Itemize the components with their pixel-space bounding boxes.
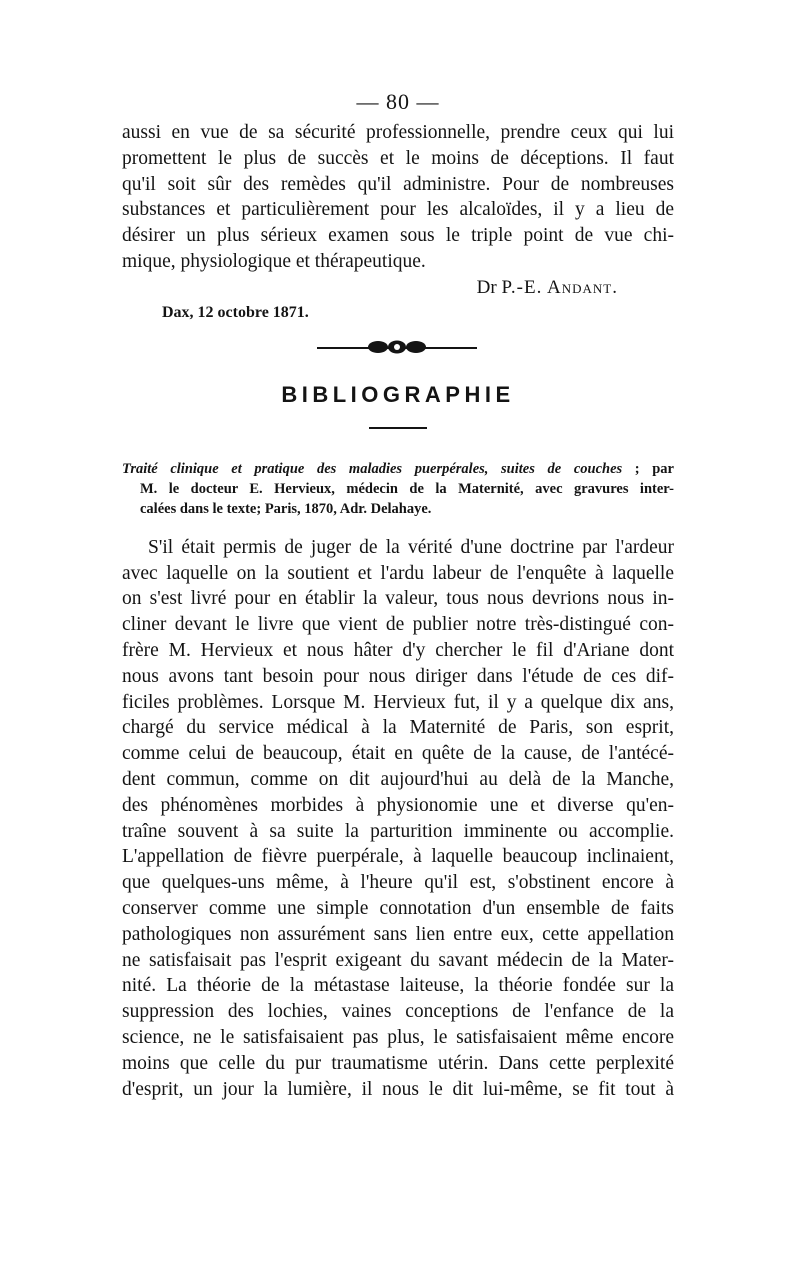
text-line: nous avons tant besoin pour nous diriger dans l'étude de ces dif- — [122, 665, 674, 687]
book-page — [122, 84, 674, 1102]
text-line: suppression des lochies, vaines conceptions de l'enfance de la — [122, 1001, 674, 1023]
text-line: chargé du service médical à la Maternité de Paris, son esprit, — [122, 717, 674, 739]
reference-line: M. le docteur E. Hervieux, médecin de la Maternité, avec gravures inter- — [140, 480, 674, 497]
reference-line: calées dans le texte; Paris, 1870, Adr. Delahaye. — [140, 500, 432, 517]
text-line: avec laquelle on la soutient et l'ardu labeur de l'enquête à laquelle — [122, 562, 674, 584]
text-line: frère M. Hervieux et nous hâter d'y chercher le fil d'Ariane dont — [122, 639, 674, 661]
text-line: désirer un plus sérieux examen sous le triple point de vue chi- — [122, 225, 674, 247]
text-line: mique, physiologique et thérapeutique. — [122, 250, 426, 272]
page-number: — 80 — — [356, 89, 440, 114]
section-heading: BIBLIOGRAPHIE — [281, 381, 515, 407]
reference-line — [122, 459, 674, 479]
text-line: des phénomènes morbides à physionomie une et diverse qu'en- — [122, 794, 674, 816]
text-line: moins que celle du pur traumatisme utérin. Dans cette perplexité — [122, 1052, 674, 1074]
text-line: ficiles problèmes. Lorsque M. Hervieux fut, il y a quelque dix ans, — [122, 691, 674, 713]
author-signature — [122, 275, 674, 301]
text-line: promettent le plus de succès et le moins de déceptions. Il faut — [122, 147, 674, 169]
date-line: Dax, 12 octobre 1871. — [162, 303, 309, 321]
text-line: L'appellation de fièvre puerpérale, à laquelle beaucoup inclinaient, — [122, 846, 674, 868]
text-line: cliner devant le livre que vient de publier notre très-distingué con- — [122, 614, 674, 636]
text-line: ne satisfaisait pas l'esprit exigeant du savant médecin de la Mater- — [122, 949, 674, 971]
ornamental-divider — [122, 325, 674, 373]
text-line: S'il était permis de juger de la vérité d'une doctrine par l'ardeur — [148, 536, 674, 558]
text-line: dent commun, comme on dit aujourd'hui au delà de la Manche, — [122, 768, 674, 790]
text-line: pathologiques non assurément sans lien entre eux, cette appellation — [122, 923, 674, 945]
text-line: comme celui de beaucoup, était en quête de la cause, de l'antécé- — [122, 743, 674, 765]
text-line: traîne souvent à sa suite la parturition imminente ou accomplie. — [122, 820, 674, 842]
heading-rule — [369, 427, 427, 429]
text-line: substances et particulièrement pour les alcaloïdes, il y a lieu de — [122, 199, 674, 221]
review-paragraph — [122, 535, 674, 1103]
text-line: nité. La théorie de la métastase laiteuse, la théorie fondée sur la — [122, 975, 674, 997]
text-line: aussi en vue de sa sécurité professionnelle, prendre ceux qui lui — [122, 122, 674, 143]
text-line: on s'est livré pour en établir la valeur, tous nous devrions nous in- — [122, 588, 674, 610]
text-line: conserver comme une simple connotation d'un ensemble de faits — [122, 897, 674, 919]
reference-line-tail: ; par — [622, 460, 674, 477]
text-line: d'esprit, un jour la lumière, il nous le dit lui-même, se fit tout à — [122, 1078, 674, 1100]
bibliographic-reference — [122, 459, 674, 519]
ornament-icon — [368, 340, 426, 354]
text-line: qu'il soit sûr des remèdes qu'il administre. Pour de nombreuses — [122, 173, 674, 195]
reference-title: Traité clinique et pratique des maladies puerpérales, suites de couches — [122, 460, 623, 477]
signature-title: Dr — [476, 276, 497, 298]
text-line: que quelques-uns même, à l'heure qu'il est, s'obstinent encore à — [122, 872, 674, 894]
continuation-paragraph — [122, 120, 674, 275]
text-line: science, ne le satisfaisaient pas plus, le satisfaisaient même encore — [122, 1026, 674, 1048]
signature-name: P.-E. Andant. — [501, 276, 618, 298]
